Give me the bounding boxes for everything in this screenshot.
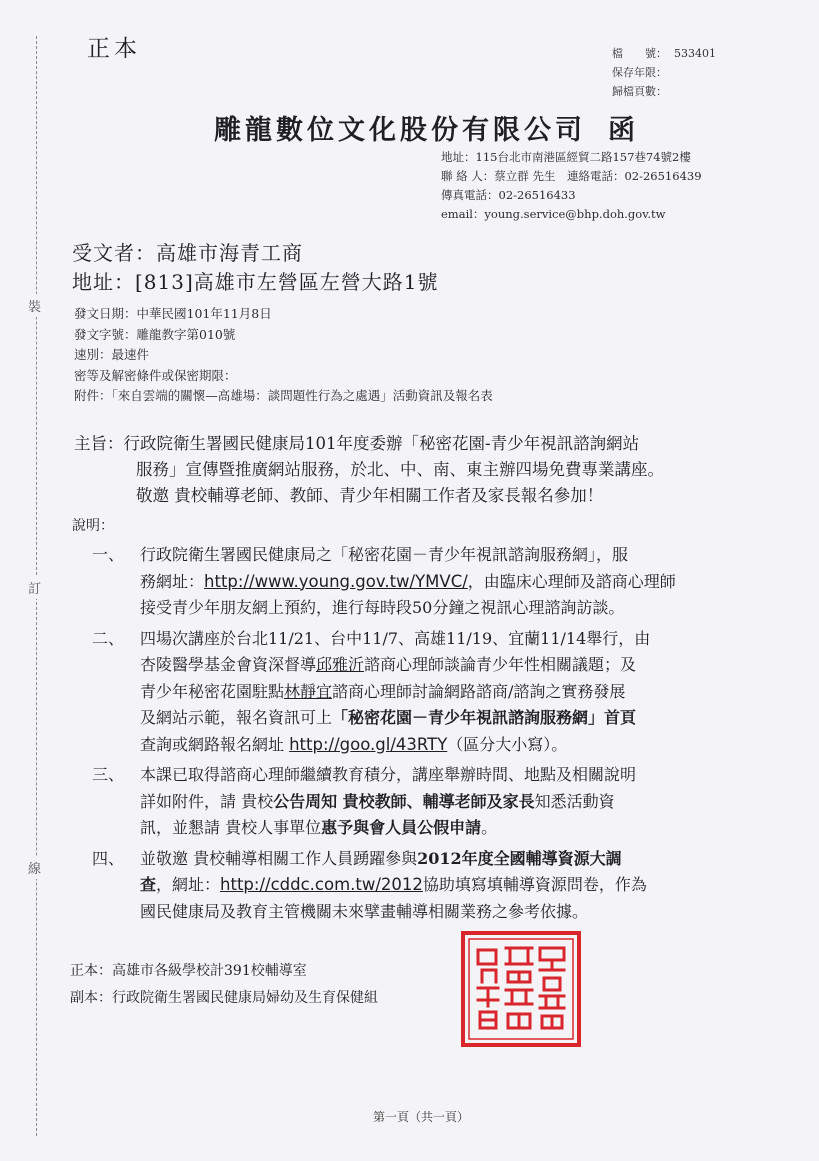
document-header (214, 108, 635, 147)
service-url-link[interactable]: http://www.young.gov.tw/YMVC/ (204, 571, 468, 591)
subject-line: 主旨：行政院衛生署國民健康局101年度委辦「秘密花園-青少年視訊諮詢網站 (74, 434, 640, 453)
item-text: （區分大小寫）。 (447, 734, 568, 754)
attachment: 附件：「來自雲端的關懷—高雄場：談問題性行為之處遇」活動資訊及報名表 (74, 388, 493, 403)
description-item (92, 626, 676, 759)
contact-block (441, 148, 702, 224)
item-text: 並敬邀 貴校輔導相關工作人員踴躍參與 (140, 848, 418, 868)
item-text: 查詢或網路報名網址 (140, 734, 290, 754)
item-emphasis: 查 (140, 875, 157, 894)
subject-line: 服務」宣傳暨推廣網站服務，於北、中、南、東主辦四場免費專業講座。 (136, 460, 664, 479)
page-footer: 第一頁（共一頁） (373, 1110, 470, 1124)
speaker-name: 林靜宜 (284, 681, 333, 701)
retention-label: 保存年限： (612, 66, 667, 79)
archive-info (612, 44, 716, 101)
recipient: 受文者：高雄市海青工商 (72, 241, 303, 265)
item-line: 本課已取得諮商心理師繼續教育積分，講座舉辦時間、地點及相關說明 (140, 765, 637, 784)
item-line: 行政院衛生署國民健康局之「秘密花園－青少年視訊諮詢服務網」，服 (140, 545, 629, 564)
description-label: 說明： (72, 518, 114, 534)
item-text: 青少年秘密花園駐點 (140, 681, 285, 701)
item-text: ，由臨床心理師及諮商心理師 (467, 571, 676, 591)
website-name: 「秘密花園－青少年視訊諮詢服務網」首頁 (332, 708, 637, 727)
item-text: 務網址： (140, 571, 205, 591)
recipient-address: 地址：[813]高雄市左營區左營大路1號 (72, 270, 439, 294)
item-number: 三、 (92, 765, 125, 784)
item-emphasis: 公告周知 貴校教師、輔導老師及家長 (273, 791, 535, 811)
email-address: email：young.service@bhp.doh.gov.tw (441, 207, 666, 221)
file-no-value: 533401 (674, 47, 716, 60)
file-no-label: 檔 號： (612, 47, 667, 60)
company-address: 地址：115台北市南港區經貿二路157巷74號2樓 (441, 150, 691, 164)
item-text: 諮商心理師談論青少年性相關議題；及 (364, 655, 637, 674)
item-text: 。 (481, 818, 498, 837)
item-text: 杏陵醫學基金會資深督導 (140, 655, 317, 674)
binding-mark: 線 (28, 856, 41, 879)
reference-number: 發文字號：雕龍教字第010號 (74, 326, 236, 342)
item-text: ，網址： (156, 875, 221, 894)
item-line (140, 815, 676, 842)
item-line: 國民健康局及教育主管機關未來擘畫輔導相關業務之參考依據。 (140, 901, 589, 921)
item-text: 詳如附件，請 貴校 (140, 791, 274, 811)
item-emphasis: 2012年度全國輔導資源大調 (417, 848, 622, 868)
item-text: 諮商心理師討論網路諮商/諮詢之實務發展 (332, 681, 626, 701)
copy-recipient: 副本：行政院衛生署國民健康局婦幼及生育保健組 (70, 990, 378, 1006)
item-line (140, 789, 676, 816)
survey-url-link[interactable]: http://cddc.com.tw/2012 (220, 875, 423, 894)
issue-date: 發文日期：中華民國101年11月8日 (74, 306, 272, 321)
description-items (92, 542, 676, 929)
item-number: 四、 (92, 848, 125, 868)
document-meta (74, 304, 493, 407)
distribution-list (70, 958, 378, 1012)
company-seal-icon (460, 930, 582, 1048)
speaker-name: 邱雅沂 (316, 655, 365, 674)
item-number: 一、 (92, 545, 125, 564)
original-recipient: 正本：高雄市各級學校計391校輔導室 (70, 963, 307, 979)
item-line (140, 679, 676, 706)
pages-label: 歸檔頁數： (612, 85, 667, 98)
item-text: 及網站示範，報名資訊可上 (140, 708, 333, 727)
binding-mark: 訂 (28, 576, 41, 599)
description-item (92, 762, 676, 842)
item-line (140, 846, 676, 873)
item-text: 訊，並懇請 貴校人事單位 (140, 818, 322, 837)
copy-mark: 正本 (87, 36, 141, 62)
description-item (92, 846, 676, 926)
item-text: 知悉活動資 (534, 791, 615, 811)
item-line (140, 872, 676, 899)
fax-number: 傳真電話：02-26516433 (441, 188, 576, 202)
registration-url-link[interactable]: http://goo.gl/43RTY (289, 734, 448, 754)
item-line (140, 705, 676, 732)
item-line (140, 569, 676, 596)
secrecy-level: 密等及解密條件或保密期限： (74, 367, 237, 383)
subject-line: 敬邀 貴校輔導老師、教師、青少年相關工作者及家長報名參加！ (136, 486, 604, 505)
description-item (92, 542, 676, 622)
item-emphasis: 惠予與會人員公假申請 (321, 818, 482, 837)
item-line (140, 732, 676, 759)
binding-mark: 裝 (28, 294, 41, 317)
item-line: 四場次講座於台北11/21、台中11/7、高雄11/19、宜蘭11/14舉行，由 (140, 628, 651, 648)
document-type: 函 (608, 115, 635, 146)
company-name: 雕龍數位文化股份有限公司 (214, 115, 586, 146)
item-line (140, 652, 676, 679)
item-text: 協助填寫填輔導資源問卷，作為 (422, 875, 647, 894)
delivery-speed: 速別：最速件 (74, 347, 150, 362)
item-line: 接受青少年朋友網上預約，進行每時段50分鐘之視訊心理諮詢訪談。 (140, 598, 625, 617)
item-number: 二、 (92, 628, 125, 648)
subject-block (74, 431, 784, 509)
contact-person: 聯 絡 人：蔡立群 先生 連絡電話：02-26516439 (441, 169, 702, 183)
